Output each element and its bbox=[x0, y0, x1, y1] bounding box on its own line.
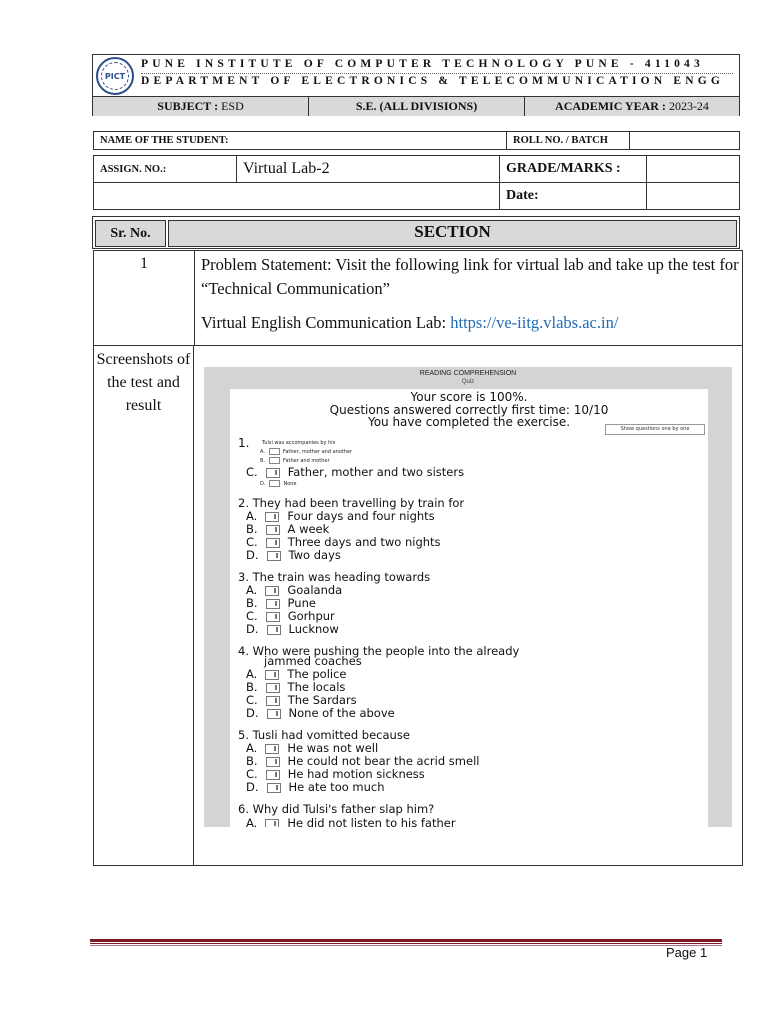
answer-option bbox=[260, 448, 352, 455]
option-text: Pune bbox=[287, 596, 316, 610]
institute-logo bbox=[96, 57, 134, 95]
answer-select[interactable] bbox=[269, 480, 280, 487]
option-text: He was not well bbox=[287, 741, 379, 755]
option-text: Goalanda bbox=[287, 583, 343, 597]
answer-select[interactable] bbox=[267, 709, 281, 719]
assign-no-value: Virtual Lab-2 bbox=[237, 156, 500, 183]
answer-select[interactable] bbox=[267, 625, 281, 635]
grade-marks-value bbox=[647, 156, 740, 183]
option-text: None bbox=[283, 481, 297, 487]
option-text: Father, mother and another bbox=[282, 449, 353, 455]
score-line: You have completed the exercise. bbox=[367, 415, 571, 429]
option-letter: B. bbox=[246, 596, 258, 610]
question-text: 2. They had been travelling by train for bbox=[238, 496, 465, 510]
answer-option bbox=[246, 509, 435, 523]
screenshot-label: Screenshots of the test and result bbox=[94, 346, 194, 866]
quiz-subheading: Quiz bbox=[461, 379, 475, 385]
option-letter: D. bbox=[260, 481, 266, 487]
assignment-table bbox=[93, 155, 740, 210]
score-line: Your score is 100%. bbox=[410, 390, 528, 404]
option-letter: B. bbox=[246, 754, 258, 768]
answer-select[interactable] bbox=[266, 770, 280, 780]
question-text-continued: jammed coaches bbox=[264, 654, 362, 668]
option-text: Gorhpur bbox=[287, 609, 335, 623]
footer-rule bbox=[90, 939, 722, 942]
question-text: 6. Why did Tulsi's father slap him? bbox=[238, 802, 435, 816]
row-number: 1 bbox=[94, 251, 195, 345]
answer-select[interactable] bbox=[266, 612, 280, 622]
answer-option bbox=[246, 816, 456, 827]
answer-option bbox=[260, 480, 297, 487]
class-cell: S.E. (ALL DIVISIONS) bbox=[309, 97, 525, 116]
answer-select[interactable] bbox=[265, 512, 279, 522]
answer-select[interactable] bbox=[266, 683, 280, 693]
answer-option bbox=[246, 767, 425, 781]
option-letter: A. bbox=[260, 449, 265, 455]
answer-select[interactable] bbox=[269, 457, 280, 464]
answer-option bbox=[246, 583, 342, 597]
answer-option bbox=[246, 706, 395, 720]
answer-select[interactable] bbox=[265, 586, 279, 596]
answer-select[interactable] bbox=[265, 744, 279, 754]
section-header bbox=[92, 216, 740, 249]
answer-select[interactable] bbox=[267, 551, 281, 561]
answer-option bbox=[260, 457, 330, 464]
option-text: Two days bbox=[288, 548, 341, 562]
option-letter: D. bbox=[246, 548, 259, 562]
answer-option bbox=[246, 596, 316, 610]
answer-option bbox=[246, 667, 347, 681]
answer-select[interactable] bbox=[269, 448, 280, 455]
answer-select[interactable] bbox=[267, 783, 281, 793]
lab-link[interactable]: https://ve-iitg.vlabs.ac.in/ bbox=[450, 313, 619, 332]
show-one-by-one-button[interactable]: Show questions one by one bbox=[605, 424, 705, 435]
option-letter: B. bbox=[246, 522, 258, 536]
roll-batch-value bbox=[630, 132, 740, 150]
question-text: 4. Who were pushing the people into the already bbox=[238, 644, 520, 658]
answer-option bbox=[246, 609, 335, 623]
option-letter: A. bbox=[246, 741, 258, 755]
assign-blank-cell-2 bbox=[237, 183, 500, 210]
option-letter: B. bbox=[246, 680, 258, 694]
student-name-label: NAME OF THE STUDENT: bbox=[94, 132, 507, 150]
answer-option bbox=[246, 465, 464, 479]
header-dotted-rule bbox=[141, 73, 733, 74]
quiz-heading: READING COMPREHENSION bbox=[419, 370, 517, 377]
institute-header bbox=[92, 54, 740, 116]
answer-option bbox=[246, 741, 378, 755]
option-text: He did not listen to his father bbox=[287, 816, 456, 827]
option-text: He ate too much bbox=[288, 780, 385, 794]
quiz-screenshot bbox=[204, 367, 732, 827]
option-text: None of the above bbox=[288, 706, 395, 720]
department-name: DEPARTMENT OF ELECTRONICS & TELECOMMUNICATION ENGG bbox=[141, 75, 725, 87]
assign-no-label: ASSIGN. NO.: bbox=[94, 156, 237, 183]
problem-statement: Problem Statement: Visit the following link for virtual lab and take up the test for “Technical Communication” bbox=[201, 255, 739, 298]
option-text: The Sardars bbox=[287, 693, 357, 707]
option-text: Four days and four nights bbox=[287, 509, 435, 523]
answer-select[interactable] bbox=[266, 696, 280, 706]
lab-label: Virtual English Communication Lab: bbox=[201, 313, 447, 332]
answer-select[interactable] bbox=[266, 525, 280, 535]
option-letter: A. bbox=[246, 583, 258, 597]
student-name-table bbox=[93, 131, 740, 150]
header-title-area bbox=[93, 55, 739, 96]
subject-value: ESD bbox=[221, 99, 244, 113]
logo-text: PICT bbox=[104, 71, 126, 81]
answer-select[interactable] bbox=[266, 468, 280, 478]
date-label: Date: bbox=[500, 183, 647, 210]
answer-option bbox=[246, 693, 357, 707]
option-letter: A. bbox=[246, 667, 258, 681]
subject-label: SUBJECT : bbox=[157, 99, 219, 113]
footer-rule-thin bbox=[90, 945, 722, 946]
table-row bbox=[94, 251, 742, 346]
answer-option bbox=[246, 548, 341, 562]
option-letter: A. bbox=[246, 816, 258, 827]
assign-blank-cell bbox=[94, 183, 237, 210]
academic-year-value: 2023-24 bbox=[668, 99, 709, 113]
answer-option bbox=[246, 680, 345, 694]
option-letter: C. bbox=[246, 535, 258, 549]
option-text: He could not bear the acrid smell bbox=[287, 754, 480, 768]
score-line: Questions answered correctly first time: 10/10 bbox=[329, 402, 609, 417]
option-text: Three days and two nights bbox=[287, 535, 441, 549]
question-number: 1. bbox=[238, 436, 250, 450]
header-info-row bbox=[93, 96, 739, 116]
option-letter: A. bbox=[246, 509, 258, 523]
answer-select[interactable] bbox=[265, 670, 279, 680]
option-text: Father, mother and two sisters bbox=[287, 465, 465, 479]
problem-cell bbox=[201, 253, 741, 335]
grade-marks-label: GRADE/MARKS : bbox=[500, 156, 647, 183]
option-letter: C. bbox=[246, 767, 258, 781]
answer-option bbox=[246, 535, 441, 549]
answer-option bbox=[246, 780, 385, 794]
option-text: The police bbox=[287, 667, 347, 681]
option-letter: D. bbox=[246, 780, 259, 794]
footer-rule-thin bbox=[90, 943, 722, 944]
academic-year-label: ACADEMIC YEAR : bbox=[555, 99, 666, 113]
section-title: SECTION bbox=[168, 220, 737, 247]
answer-option bbox=[246, 622, 339, 636]
answer-option bbox=[246, 754, 479, 768]
date-value bbox=[647, 183, 740, 210]
option-text: A week bbox=[287, 522, 330, 536]
answer-option bbox=[246, 522, 329, 536]
answer-select[interactable] bbox=[265, 819, 279, 828]
option-letter: C. bbox=[246, 693, 258, 707]
option-text: The locals bbox=[287, 680, 346, 694]
institute-name: PUNE INSTITUTE OF COMPUTER TECHNOLOGY PUNE - 411043 bbox=[141, 58, 704, 70]
option-letter: C. bbox=[246, 465, 258, 479]
option-letter: D. bbox=[246, 622, 259, 636]
question-text: 5. Tusli had vomitted because bbox=[238, 728, 410, 742]
page-number: Page 1 bbox=[666, 945, 708, 960]
academic-year-cell bbox=[525, 97, 739, 116]
option-letter: C. bbox=[246, 609, 258, 623]
roll-batch-label: ROLL NO. / BATCH bbox=[507, 132, 630, 150]
subject-cell bbox=[93, 97, 309, 116]
option-letter: B. bbox=[260, 458, 266, 464]
question-text: Tulsi was accompanies by his bbox=[262, 440, 336, 446]
sr-no-header: Sr. No. bbox=[95, 220, 166, 247]
option-letter: D. bbox=[246, 706, 259, 720]
answer-select[interactable] bbox=[266, 538, 280, 548]
option-text: He had motion sickness bbox=[287, 767, 425, 781]
answer-select[interactable] bbox=[266, 599, 280, 609]
option-text: Lucknow bbox=[288, 622, 339, 636]
quiz-panel bbox=[230, 389, 708, 827]
score-summary bbox=[230, 391, 708, 429]
answer-select[interactable] bbox=[266, 757, 280, 767]
lab-line bbox=[201, 311, 741, 335]
question-text: 3. The train was heading towards bbox=[238, 570, 431, 584]
option-text: Father and mother bbox=[283, 458, 330, 464]
